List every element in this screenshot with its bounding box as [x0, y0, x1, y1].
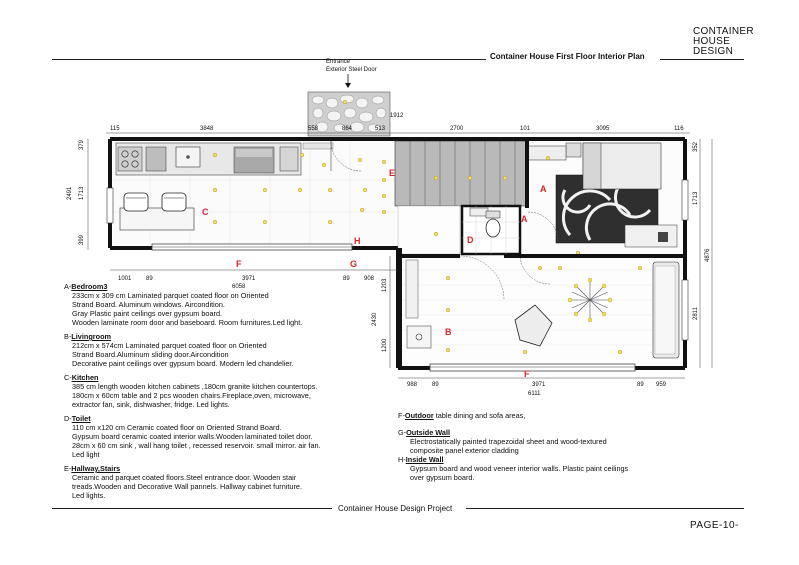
dim-bottom-right-4: 959 — [656, 382, 667, 388]
dim-bottom-left-2: 3971 — [242, 276, 256, 282]
legend-name: Toilet — [71, 414, 91, 423]
dim-bottom-left-3: 89 — [343, 276, 350, 282]
dim-bottom-right-0: 988 — [407, 382, 418, 388]
legend-name: Livingroom — [71, 332, 112, 341]
dining-chair-1 — [124, 193, 148, 211]
side-table — [407, 326, 431, 348]
legend-name: Hallway,Stairs — [71, 464, 121, 473]
dim-bottom-right-1: 89 — [432, 382, 439, 388]
legend-name: Inside Wall — [405, 455, 444, 464]
legend-desc: 385 cm length wooden kitchen cabinets ,180cm granite kitchen countertops. 180cm x 60cm table and 2 pcs wooden chairs.Fireplace,oven, microwave, extractor fan, sink, dishwasher, fridge. Led lights. — [72, 382, 318, 409]
stairs — [395, 141, 527, 206]
room-label-f-left: F — [236, 259, 242, 269]
legend-item-kitchen — [64, 373, 404, 409]
left-window — [107, 188, 113, 223]
legend-desc: Gypsum board and wood veneer interior walls. Plastic paint ceilings over gypsum board. — [410, 464, 629, 482]
legend-item-outside-wall — [398, 428, 728, 455]
room-label-a-top: A — [540, 184, 547, 194]
legend-name: Bedroom3 — [71, 282, 108, 291]
dim-bottom-left-0: 1001 — [118, 276, 132, 282]
legend-code: A- — [64, 282, 72, 291]
dim-top-9: 116 — [674, 126, 684, 132]
dim-top-4: 513 — [375, 126, 386, 132]
legend-name: Kitchen — [71, 373, 99, 382]
legend-item-bedroom — [64, 282, 404, 327]
legend-code: H- — [398, 455, 406, 464]
dim-bottom-left-1: 89 — [146, 276, 153, 282]
entrance-label: Entrance — [326, 59, 351, 65]
legend-item-hallway — [64, 464, 404, 500]
legend-desc: table dining and sofa areas, — [433, 411, 526, 420]
legend-desc: 110 cm x120 cm Ceramic coated floor on Oriented Strand Board. Gypsum board ceramic coated interior walls.Wooden laminated toilet door. 28cm x 60 cm sink , wall hang toilet , recessed reservoir. small mirror. air fan. Led light — [72, 423, 321, 459]
legend-code: F- — [398, 411, 405, 420]
dim-middle-2: 1200 — [382, 338, 388, 352]
room-label-a-door: A — [521, 214, 528, 224]
dim-bottom-left-4: 908 — [364, 276, 375, 282]
page-number: PAGE-10- — [690, 520, 739, 531]
room-label-b: B — [445, 327, 452, 337]
oven — [146, 147, 166, 171]
footer-rule-left — [52, 508, 332, 509]
dim-top-0: 115 — [110, 126, 120, 132]
hallway-floor — [398, 206, 460, 254]
room-label-g: G — [350, 259, 358, 269]
dim-right-0: 352 — [693, 141, 699, 152]
room-label-h: H — [354, 236, 361, 246]
footer-title: Container House Design Project — [338, 504, 453, 513]
dim-top-6: 2700 — [450, 126, 464, 132]
sliding-door-right[interactable] — [430, 364, 635, 371]
legend-item-livingroom — [64, 332, 404, 368]
legend-desc: 212cm x 574cm Laminated parquet coated floor on Oriented Strand Board.Aluminum sliding door.Aircondition Decorative paint ceilings over gypsum board. Modern led chandelier. — [72, 341, 294, 368]
dim-bottom-right-2: 3971 — [532, 382, 546, 388]
living-floor — [400, 256, 682, 364]
dim-left-2: 2491 — [67, 186, 73, 200]
legend-name: Outdoor — [404, 411, 434, 420]
dim-bottom-left-5: 6058 — [232, 284, 246, 290]
dim-right-2: 4876 — [705, 248, 711, 262]
legend-item-outdoor — [398, 411, 728, 420]
nightstand — [566, 143, 581, 157]
logo-line-2: HOUSE — [693, 36, 731, 47]
footer-rule-right — [466, 508, 744, 509]
dining-chair-2 — [162, 193, 186, 211]
dim-left-1: 1713 — [79, 186, 85, 200]
logo-line-1: CONTAINER — [693, 26, 754, 37]
dim-left-0: 379 — [79, 139, 85, 150]
legend-desc: Ceramic and parquet coated floors.Steel entrance door. Wooden stair treads.Wooden and Decorative Wall pannels. Hallway cabinet furniture. Led lights. — [72, 473, 302, 500]
legend-code: G- — [398, 428, 407, 437]
plan-title: Container House First Floor Interior Plan — [490, 52, 645, 61]
dim-top-8: 3095 — [596, 126, 610, 132]
legend-code: B- — [64, 332, 72, 341]
hall-shelf — [406, 260, 418, 318]
dishwasher — [280, 147, 298, 171]
dim-top-7: 101 — [520, 126, 531, 132]
entrance-door-label: Exterior Steel Door — [326, 67, 377, 73]
legend-code: E- — [64, 464, 72, 473]
legend-left — [64, 282, 407, 500]
dim-right-1: 1713 — [693, 191, 699, 205]
dim-right-3: 2811 — [693, 307, 699, 320]
living-window — [682, 280, 688, 340]
dim-middle-0: 1203 — [382, 278, 388, 292]
legend-code: C- — [64, 373, 72, 382]
dim-top-2: 558 — [308, 126, 319, 132]
dim-top-5: 1912 — [390, 113, 404, 119]
room-label-f-right: F — [524, 369, 530, 379]
room-label-d: D — [467, 235, 474, 245]
legend-desc: 233cm x 309 cm Laminated parquet coated floor on Oriented Strand Board. Aluminum windows. Aircondition. Gray Plastic paint ceilings over gypsum board. Wooden laminate room door and baseboard. Room furnitures.Led light. — [72, 291, 303, 327]
hallway-cabinet — [303, 143, 333, 149]
dim-top-3: 864 — [342, 126, 353, 132]
legend-name: Outside Wall — [406, 428, 451, 437]
wall-hang-toilet — [486, 219, 500, 237]
dim-left-3: 399 — [79, 234, 85, 245]
entrance-arrowhead — [345, 83, 351, 88]
legend-item-inside-wall — [398, 455, 728, 482]
bedroom-desk — [625, 225, 677, 247]
legend-item-toilet — [64, 414, 407, 459]
room-label-c: C — [202, 207, 209, 217]
right-window — [682, 180, 688, 220]
legend-right — [398, 411, 728, 482]
dim-top-1: 3848 — [200, 126, 214, 132]
logo-line-3: DESIGN — [693, 46, 734, 57]
legend-code: D- — [64, 414, 72, 423]
dim-bottom-right-3: 89 — [637, 382, 644, 388]
room-label-e: E — [389, 168, 396, 178]
dim-middle-1: 2430 — [372, 312, 378, 326]
legend-desc: Electrostatically painted trapezoidal sheet and wood-textured composite panel exterior cladding — [410, 437, 607, 455]
cooktop — [118, 147, 142, 171]
dim-bottom-right-5: 6111 — [528, 391, 541, 397]
toilet-sink — [470, 208, 488, 216]
